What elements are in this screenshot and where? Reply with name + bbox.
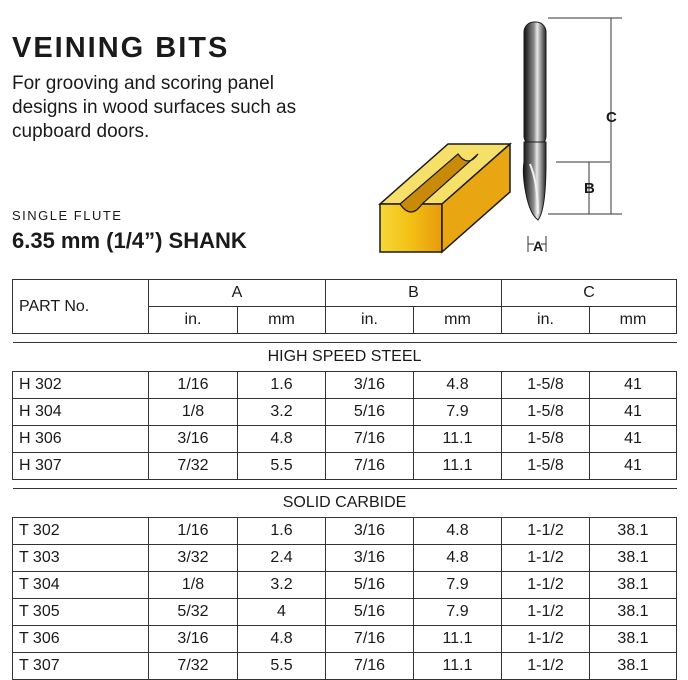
spacer-cell [13, 480, 677, 489]
part-number-cell: H 304 [13, 399, 149, 426]
dimension-cell: 41 [590, 453, 677, 480]
dimension-cell: 38.1 [590, 518, 677, 545]
dimension-cell: 3/16 [326, 545, 414, 572]
section-header-row [13, 343, 677, 372]
dimension-cell: 5/16 [326, 572, 414, 599]
dimension-a-label: A [533, 238, 544, 254]
section-header-row [13, 489, 677, 518]
dimension-cell: 4.8 [414, 372, 502, 399]
dimension-cell: 1-5/8 [502, 426, 590, 453]
dimension-cell: 2.4 [238, 545, 326, 572]
dimension-cell: 7/16 [326, 453, 414, 480]
dimension-cell: 1-1/2 [502, 518, 590, 545]
unit-header: mm [414, 307, 502, 334]
part-number-cell: T 307 [13, 653, 149, 680]
dimension-cell: 7/16 [326, 626, 414, 653]
page-title: VEINING BITS [12, 32, 230, 64]
dimension-cell: 4.8 [238, 426, 326, 453]
dimension-cell: 3/16 [326, 518, 414, 545]
dimension-cell: 1.6 [238, 518, 326, 545]
table-row [13, 653, 677, 680]
dimension-cell: 38.1 [590, 626, 677, 653]
dimension-cell: 7/32 [149, 453, 238, 480]
part-number-cell: H 306 [13, 426, 149, 453]
dimension-cell: 3.2 [238, 572, 326, 599]
dimension-cell: 11.1 [414, 626, 502, 653]
dimension-cell: 41 [590, 372, 677, 399]
part-number-cell: T 306 [13, 626, 149, 653]
spacer-cell [13, 334, 677, 343]
dimension-cell: 7.9 [414, 599, 502, 626]
dimension-cell: 5/16 [326, 399, 414, 426]
dimension-cell: 38.1 [590, 572, 677, 599]
dimension-cell: 4.8 [414, 518, 502, 545]
part-number-cell: T 305 [13, 599, 149, 626]
section-title: HIGH SPEED STEEL [13, 343, 677, 372]
part-number-cell: H 307 [13, 453, 149, 480]
table-row [13, 518, 677, 545]
dimension-cell: 41 [590, 399, 677, 426]
dimension-cell: 11.1 [414, 653, 502, 680]
dimension-cell: 1/8 [149, 399, 238, 426]
dimension-cell: 38.1 [590, 653, 677, 680]
dimension-cell: 4 [238, 599, 326, 626]
dimension-cell: 7/16 [326, 426, 414, 453]
part-number-cell: T 303 [13, 545, 149, 572]
dimension-cell: 1-1/2 [502, 599, 590, 626]
unit-header: in. [502, 307, 590, 334]
unit-header: mm [238, 307, 326, 334]
group-header-b: B [326, 280, 502, 307]
dimension-cell: 1-1/2 [502, 626, 590, 653]
dimension-cell: 1-5/8 [502, 399, 590, 426]
group-header-c: C [502, 280, 677, 307]
unit-header: in. [149, 307, 238, 334]
part-number-header: PART No. [13, 280, 149, 334]
table-row [13, 372, 677, 399]
dimension-cell: 1-1/2 [502, 545, 590, 572]
dimension-cell: 3/16 [149, 426, 238, 453]
dimension-b [556, 162, 610, 214]
section-spacer [13, 480, 677, 489]
unit-header: in. [326, 307, 414, 334]
dimension-cell: 1/16 [149, 372, 238, 399]
dimension-cell: 7.9 [414, 572, 502, 599]
dimension-cell: 5/32 [149, 599, 238, 626]
dimension-cell: 7/16 [326, 653, 414, 680]
dimension-cell: 7.9 [414, 399, 502, 426]
table-row [13, 572, 677, 599]
dimension-c-label: C [606, 109, 617, 126]
dimension-cell: 7/32 [149, 653, 238, 680]
dimension-cell: 1/16 [149, 518, 238, 545]
dimension-cell: 1-5/8 [502, 453, 590, 480]
flute-label: SINGLE FLUTE [12, 208, 123, 223]
table-row [13, 453, 677, 480]
unit-header: mm [590, 307, 677, 334]
dimension-cell: 1/8 [149, 572, 238, 599]
dimension-cell: 38.1 [590, 599, 677, 626]
dimension-cell: 3/32 [149, 545, 238, 572]
table-row [13, 626, 677, 653]
table-row [13, 599, 677, 626]
table-header-row [13, 280, 677, 307]
section-title: SOLID CARBIDE [13, 489, 677, 518]
dimension-b-label: B [584, 180, 595, 197]
dimension-cell: 4.8 [414, 545, 502, 572]
dimension-cell: 5/16 [326, 599, 414, 626]
dimension-cell: 38.1 [590, 545, 677, 572]
section-spacer [13, 334, 677, 343]
dimension-cell: 1.6 [238, 372, 326, 399]
dimension-cell: 5.5 [238, 653, 326, 680]
dimension-cell: 1-1/2 [502, 572, 590, 599]
dimension-cell: 11.1 [414, 426, 502, 453]
dimension-cell: 3/16 [149, 626, 238, 653]
veining-bit-icon [523, 22, 546, 220]
dimension-cell: 11.1 [414, 453, 502, 480]
table-row [13, 545, 677, 572]
part-number-cell: T 302 [13, 518, 149, 545]
dimension-cell: 4.8 [238, 626, 326, 653]
dimension-cell: 3.2 [238, 399, 326, 426]
shank-size: 6.35 mm (1/4”) SHANK [12, 228, 247, 253]
table-row [13, 399, 677, 426]
grooved-block-icon [380, 144, 510, 252]
dimension-cell: 41 [590, 426, 677, 453]
part-number-cell: H 302 [13, 372, 149, 399]
dimension-cell: 1-5/8 [502, 372, 590, 399]
dimension-cell: 1-1/2 [502, 653, 590, 680]
router-bit-illustration [370, 14, 670, 264]
dimension-cell: 5.5 [238, 453, 326, 480]
part-number-cell: T 304 [13, 572, 149, 599]
group-header-a: A [149, 280, 326, 307]
dimension-cell: 3/16 [326, 372, 414, 399]
product-description: For grooving and scoring panel designs in wood surfaces such as cupboard doors. [12, 73, 297, 142]
table-row [13, 426, 677, 453]
specifications-table [12, 279, 677, 680]
